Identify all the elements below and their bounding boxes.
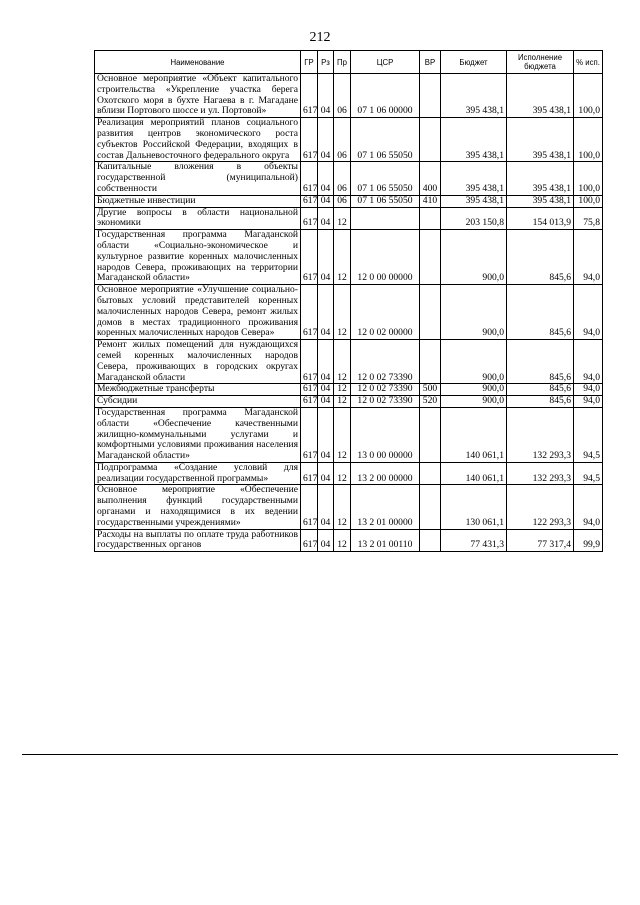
cell-csr: 12 0 02 00000 <box>351 285 420 340</box>
cell-exec: 845,6 <box>507 340 574 384</box>
cell-vr <box>420 207 441 230</box>
cell-exec: 395 438,1 <box>507 74 574 118</box>
table-row <box>95 396 603 408</box>
cell-rz: 04 <box>318 285 334 340</box>
cell-gr: 617 <box>301 462 318 485</box>
col-header-budget: Бюджет <box>441 51 507 74</box>
cell-vr <box>420 407 441 462</box>
cell-vr: 400 <box>420 162 441 195</box>
col-header-pr: Пр <box>334 51 351 74</box>
cell-name: Межбюджетные трансферты <box>95 384 301 396</box>
cell-exec: 77 317,4 <box>507 529 574 552</box>
cell-exec: 122 293,3 <box>507 485 574 529</box>
cell-budget: 140 061,1 <box>441 462 507 485</box>
table-row <box>95 384 603 396</box>
cell-budget: 900,0 <box>441 230 507 285</box>
table-row <box>95 529 603 552</box>
cell-name: Государственная программа Магаданской области «Социально-экономическое и культурное развитие коренных малочисленных народов Севера, проживающих на территории Магаданской области» <box>95 230 301 285</box>
cell-pr: 06 <box>334 74 351 118</box>
cell-gr: 617 <box>301 485 318 529</box>
cell-exec: 132 293,3 <box>507 407 574 462</box>
cell-gr: 617 <box>301 340 318 384</box>
footer-divider <box>22 754 618 755</box>
cell-name: Подпрограмма «Создание условий для реализации государственной программы» <box>95 462 301 485</box>
cell-name: Расходы на выплаты по оплате труда работников государственных органов <box>95 529 301 552</box>
col-header-name: Наименование <box>95 51 301 74</box>
cell-rz: 04 <box>318 118 334 162</box>
cell-csr: 07 1 06 55050 <box>351 162 420 195</box>
cell-pr: 12 <box>334 230 351 285</box>
cell-csr: 13 0 00 00000 <box>351 407 420 462</box>
cell-vr <box>420 462 441 485</box>
cell-pr: 12 <box>334 340 351 384</box>
cell-budget: 900,0 <box>441 340 507 384</box>
table-row <box>95 485 603 529</box>
cell-name: Капитальные вложения в объекты государственной (муниципальной) собственности <box>95 162 301 195</box>
cell-csr <box>351 207 420 230</box>
col-header-exec: Исполнение бюджета <box>507 51 574 74</box>
cell-pct: 94,0 <box>574 285 603 340</box>
cell-gr: 617 <box>301 384 318 396</box>
page-number: 212 <box>309 30 331 45</box>
cell-name: Реализация мероприятий планов социального развития центров экономического роста субъектов Российской Федерации, входящих в состав Дальневосточного федерального округа <box>95 118 301 162</box>
cell-pr: 12 <box>334 462 351 485</box>
cell-exec: 395 438,1 <box>507 162 574 195</box>
cell-vr <box>420 118 441 162</box>
cell-rz: 04 <box>318 162 334 195</box>
cell-csr: 13 2 01 00110 <box>351 529 420 552</box>
table-row <box>95 285 603 340</box>
cell-gr: 617 <box>301 396 318 408</box>
cell-rz: 04 <box>318 195 334 207</box>
table-row <box>95 195 603 207</box>
cell-name: Основное мероприятие «Улучшение социально-бытовых условий представителей коренных малочисленных народов Севера, ремонт жилых домов в местах традиционного проживания коренных малочисленных народов Севера» <box>95 285 301 340</box>
cell-pr: 12 <box>334 396 351 408</box>
col-header-gr: ГР <box>301 51 318 74</box>
cell-name: Основное мероприятие «Обеспечение выполнения функций государственными органами и находящимися в их ведении государственными учреждениями» <box>95 485 301 529</box>
cell-pct: 94,0 <box>574 485 603 529</box>
cell-pr: 12 <box>334 485 351 529</box>
cell-pct: 94,0 <box>574 384 603 396</box>
cell-pct: 100,0 <box>574 195 603 207</box>
cell-rz: 04 <box>318 529 334 552</box>
cell-pct: 100,0 <box>574 162 603 195</box>
cell-exec: 845,6 <box>507 384 574 396</box>
cell-csr: 12 0 02 73390 <box>351 384 420 396</box>
cell-exec: 845,6 <box>507 396 574 408</box>
col-header-rz: Рз <box>318 51 334 74</box>
cell-budget: 77 431,3 <box>441 529 507 552</box>
cell-gr: 617 <box>301 285 318 340</box>
cell-exec: 395 438,1 <box>507 118 574 162</box>
cell-csr: 12 0 02 73390 <box>351 340 420 384</box>
col-header-csr: ЦСР <box>351 51 420 74</box>
cell-exec: 395 438,1 <box>507 195 574 207</box>
cell-rz: 04 <box>318 340 334 384</box>
cell-csr: 07 1 06 00000 <box>351 74 420 118</box>
cell-pct: 75,8 <box>574 207 603 230</box>
cell-vr: 520 <box>420 396 441 408</box>
cell-name: Государственная программа Магаданской области «Обеспечение качественными жилищно-коммунальными услугами и комфортными условиями проживания населения Магаданской области» <box>95 407 301 462</box>
cell-rz: 04 <box>318 230 334 285</box>
cell-rz: 04 <box>318 384 334 396</box>
cell-budget: 130 061,1 <box>441 485 507 529</box>
cell-rz: 04 <box>318 462 334 485</box>
cell-budget: 395 438,1 <box>441 74 507 118</box>
table-row <box>95 340 603 384</box>
cell-budget: 900,0 <box>441 384 507 396</box>
cell-gr: 617 <box>301 529 318 552</box>
cell-vr <box>420 340 441 384</box>
cell-pct: 94,0 <box>574 396 603 408</box>
cell-pr: 12 <box>334 407 351 462</box>
cell-pct: 94,0 <box>574 230 603 285</box>
cell-exec: 154 013,9 <box>507 207 574 230</box>
cell-pr: 12 <box>334 384 351 396</box>
cell-exec: 845,6 <box>507 285 574 340</box>
cell-pct: 100,0 <box>574 74 603 118</box>
cell-budget: 900,0 <box>441 396 507 408</box>
table-row <box>95 207 603 230</box>
table-header-row <box>95 51 603 74</box>
cell-budget: 395 438,1 <box>441 118 507 162</box>
cell-vr <box>420 485 441 529</box>
cell-vr <box>420 230 441 285</box>
cell-vr <box>420 74 441 118</box>
cell-pr: 12 <box>334 207 351 230</box>
col-header-vr: ВР <box>420 51 441 74</box>
cell-budget: 395 438,1 <box>441 162 507 195</box>
cell-pr: 06 <box>334 195 351 207</box>
cell-pr: 06 <box>334 118 351 162</box>
cell-name: Бюджетные инвестиции <box>95 195 301 207</box>
cell-csr: 07 1 06 55050 <box>351 195 420 207</box>
cell-rz: 04 <box>318 485 334 529</box>
cell-budget: 900,0 <box>441 285 507 340</box>
cell-budget: 140 061,1 <box>441 407 507 462</box>
cell-gr: 617 <box>301 207 318 230</box>
cell-vr <box>420 285 441 340</box>
table-row <box>95 118 603 162</box>
cell-pr: 12 <box>334 529 351 552</box>
table-row <box>95 74 603 118</box>
cell-exec: 845,6 <box>507 230 574 285</box>
cell-name: Другие вопросы в области национальной экономики <box>95 207 301 230</box>
cell-vr: 410 <box>420 195 441 207</box>
table-row <box>95 462 603 485</box>
cell-rz: 04 <box>318 207 334 230</box>
table-row <box>95 230 603 285</box>
cell-gr: 617 <box>301 230 318 285</box>
cell-pr: 12 <box>334 285 351 340</box>
cell-csr: 07 1 06 55050 <box>351 118 420 162</box>
cell-vr: 500 <box>420 384 441 396</box>
col-header-pct: % исп. <box>574 51 603 74</box>
cell-csr: 13 2 01 00000 <box>351 485 420 529</box>
cell-budget: 203 150,8 <box>441 207 507 230</box>
cell-name: Основное мероприятие «Объект капитального строительства «Укрепление участка берега Охотского моря в бухте Нагаева в г. Магадане вблизи Портового шоссе и ул. Портовой» <box>95 74 301 118</box>
cell-pct: 100,0 <box>574 118 603 162</box>
cell-name: Субсидии <box>95 396 301 408</box>
cell-gr: 617 <box>301 162 318 195</box>
cell-pct: 94,5 <box>574 462 603 485</box>
cell-gr: 617 <box>301 195 318 207</box>
table-row <box>95 162 603 195</box>
cell-budget: 395 438,1 <box>441 195 507 207</box>
cell-rz: 04 <box>318 74 334 118</box>
cell-csr: 13 2 00 00000 <box>351 462 420 485</box>
cell-csr: 12 0 02 73390 <box>351 396 420 408</box>
cell-name: Ремонт жилых помещений для нуждающихся семей коренных малочисленных народов Севера, проживающих в городских округах Магаданской области <box>95 340 301 384</box>
cell-gr: 617 <box>301 74 318 118</box>
cell-csr: 12 0 00 00000 <box>351 230 420 285</box>
cell-pct: 94,5 <box>574 407 603 462</box>
cell-rz: 04 <box>318 407 334 462</box>
cell-rz: 04 <box>318 396 334 408</box>
cell-vr <box>420 529 441 552</box>
cell-pr: 06 <box>334 162 351 195</box>
cell-pct: 94,0 <box>574 340 603 384</box>
cell-gr: 617 <box>301 407 318 462</box>
table-row <box>95 407 603 462</box>
cell-gr: 617 <box>301 118 318 162</box>
cell-pct: 99,9 <box>574 529 603 552</box>
budget-table <box>94 50 603 552</box>
cell-exec: 132 293,3 <box>507 462 574 485</box>
